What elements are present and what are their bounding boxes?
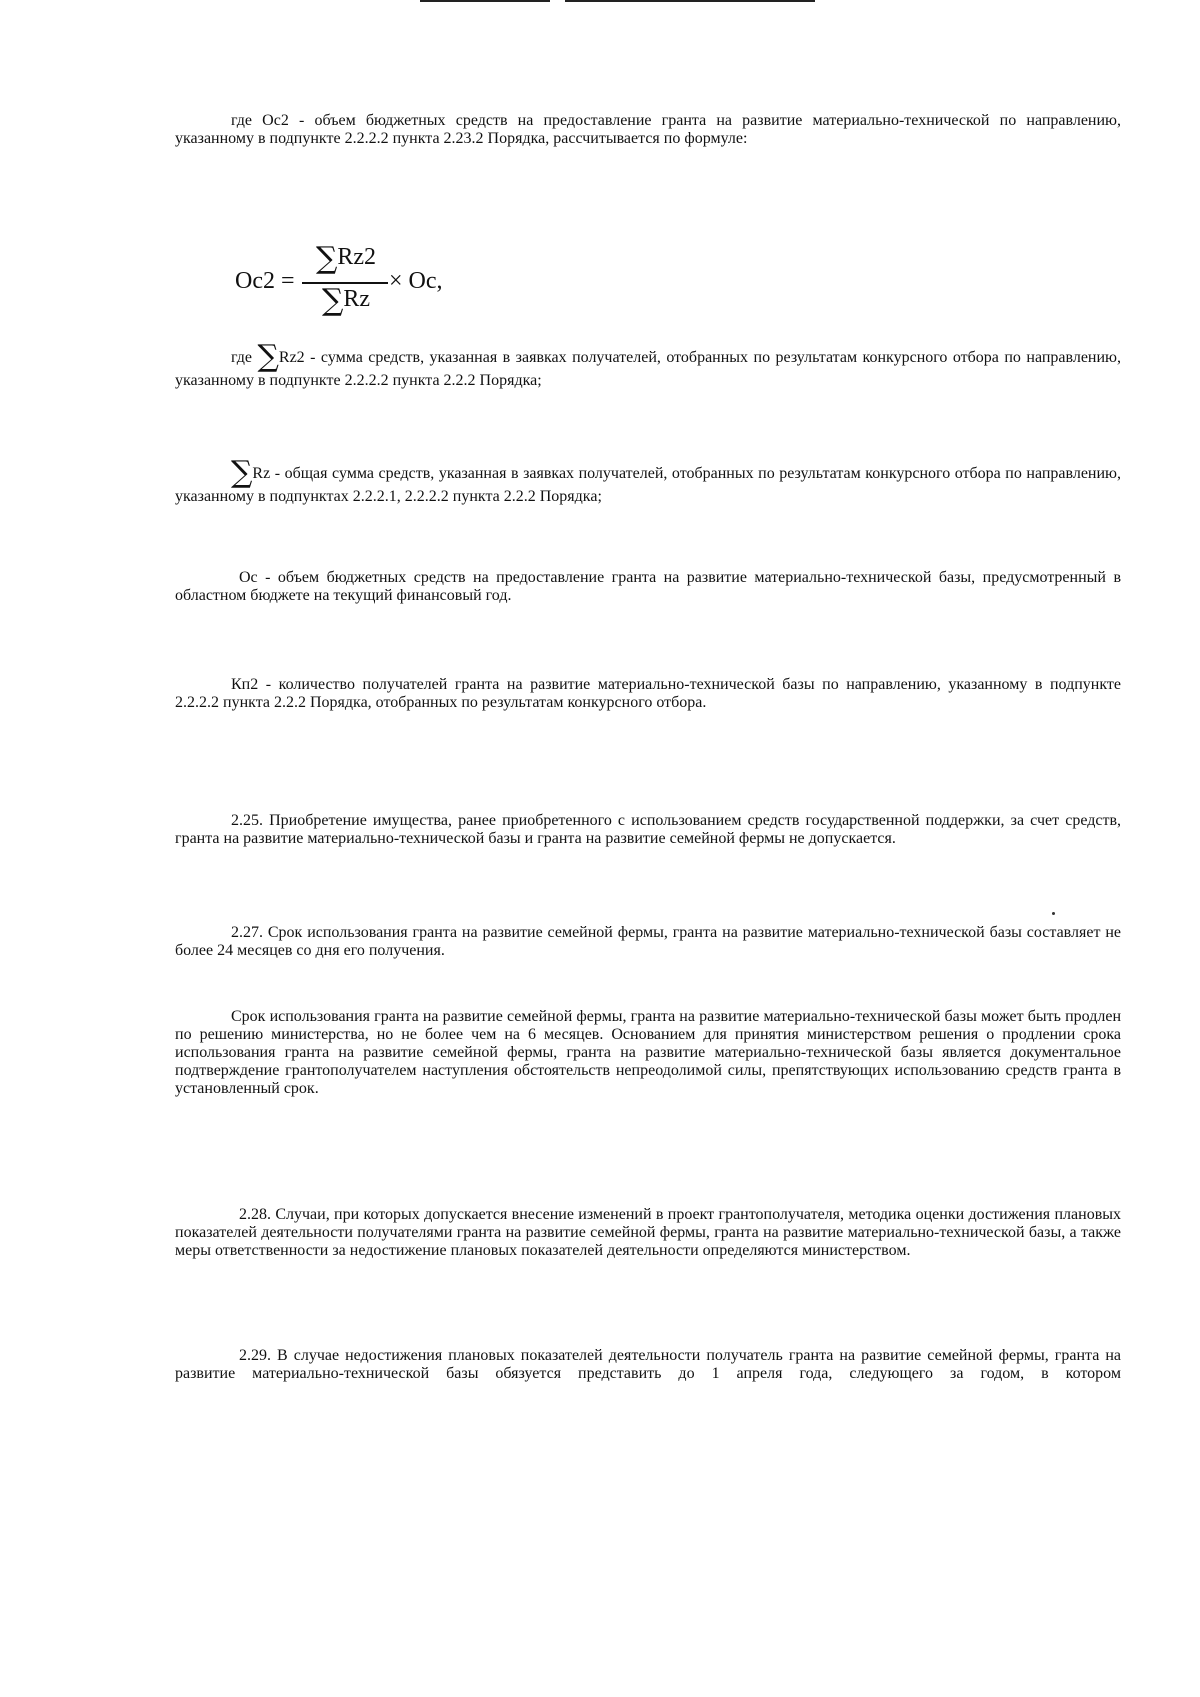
formula-lhs: Ос2 = [235, 268, 295, 294]
sum-icon: ∑ [315, 241, 338, 276]
intro-paragraph: где Ос2 - объем бюджетных средств на предоставление гранта на развитие материально-технической по направлению, указанному в подпункте 2.2.2.2 пункта 2.23.2 Порядка, рассчитывается по формуле: [175, 112, 1121, 147]
top-rule-right [565, 0, 815, 2]
definition-oc: Ос - объем бюджетных средств на предоставление гранта на развитие материально-технической базы, предусмотренный в областном бюджете на текущий финансовый год. [175, 569, 1121, 604]
sum-icon: ∑ [321, 283, 344, 318]
paragraph-2-27-continued: Срок использования гранта на развитие семейной фермы, гранта на развитие материально-технической базы может быть продлен по решению министерства, но не более чем на 6 месяцев. Основанием для принятия министерством решения о продлении срока использования гранта на развитие семейной фермы, гранта на развитие материально-технической базы является документальное подтверждение грантополучателем наступления обстоятельств непреодолимой силы, препятствующих использованию средств гранта в установленный срок. [175, 1008, 1121, 1097]
rz-symbol: Rz [252, 465, 271, 482]
paragraph-2-29: 2.29. В случае недостижения плановых показателей деятельности получатель гранта на развитие семейной фермы, гранта на развитие материально-технической базы обязуется представить до 1 апреля года, следующего за годом, в котором [175, 1347, 1121, 1382]
definition-rz: ∑Rz - общая сумма средств, указанная в заявках получателей, отобранных по результатам конкурсного отбора по направлению, указанному в подпунктах 2.2.2.1, 2.2.2.2 пункта 2.2.2 Порядка; [175, 455, 1121, 505]
formula-rhs: × Ос, [389, 268, 443, 294]
definition-rz2: где ∑Rz2 - сумма средств, указанная в заявках получателей, отобранных по результатам конкурсного отбора по направлению, указанному в подпункте 2.2.2.2 пункта 2.2.2 Порядка; [175, 339, 1122, 389]
rz2-symbol: Rz2 [278, 349, 305, 366]
formula-oc2 [235, 241, 455, 324]
paragraph-2-25: 2.25. Приобретение имущества, ранее приобретенного с использованием средств государственной поддержки, за счет средств, гранта на развитие материально-технической базы и гранта на развитие семейной фермы не допускается. [175, 812, 1121, 847]
paragraph-2-28: 2.28. Случаи, при которых допускается внесение изменений в проект грантополучателя, методика оценки достижения плановых показателей деятельности получателями гранта на развитие семейной фермы, гранта на развитие материально-технической базы, а также меры ответственности за недостижение плановых показателей деятельности определяются министерством. [175, 1206, 1121, 1259]
formula-fraction [302, 241, 388, 324]
paragraph-2-27: 2.27. Срок использования гранта на развитие семейной фермы, гранта на развитие материально-технической базы составляет не более 24 месяцев со дня его получения. [175, 924, 1121, 959]
sum-icon: ∑ [257, 339, 279, 374]
fraction-bar [302, 282, 388, 284]
top-rule-left [420, 0, 550, 2]
scan-mark [1052, 912, 1055, 915]
formula-denominator: ∑Rz [321, 283, 371, 318]
definition-kp2: Кп2 - количество получателей гранта на развитие материально-технической базы по направлению, указанному в подпункте 2.2.2.2 пункта 2.2.2 Порядка, отобранных по результатам конкурсного отбора. [175, 676, 1121, 711]
formula-numerator: ∑Rz2 [315, 241, 377, 276]
sum-icon: ∑ [231, 455, 253, 490]
